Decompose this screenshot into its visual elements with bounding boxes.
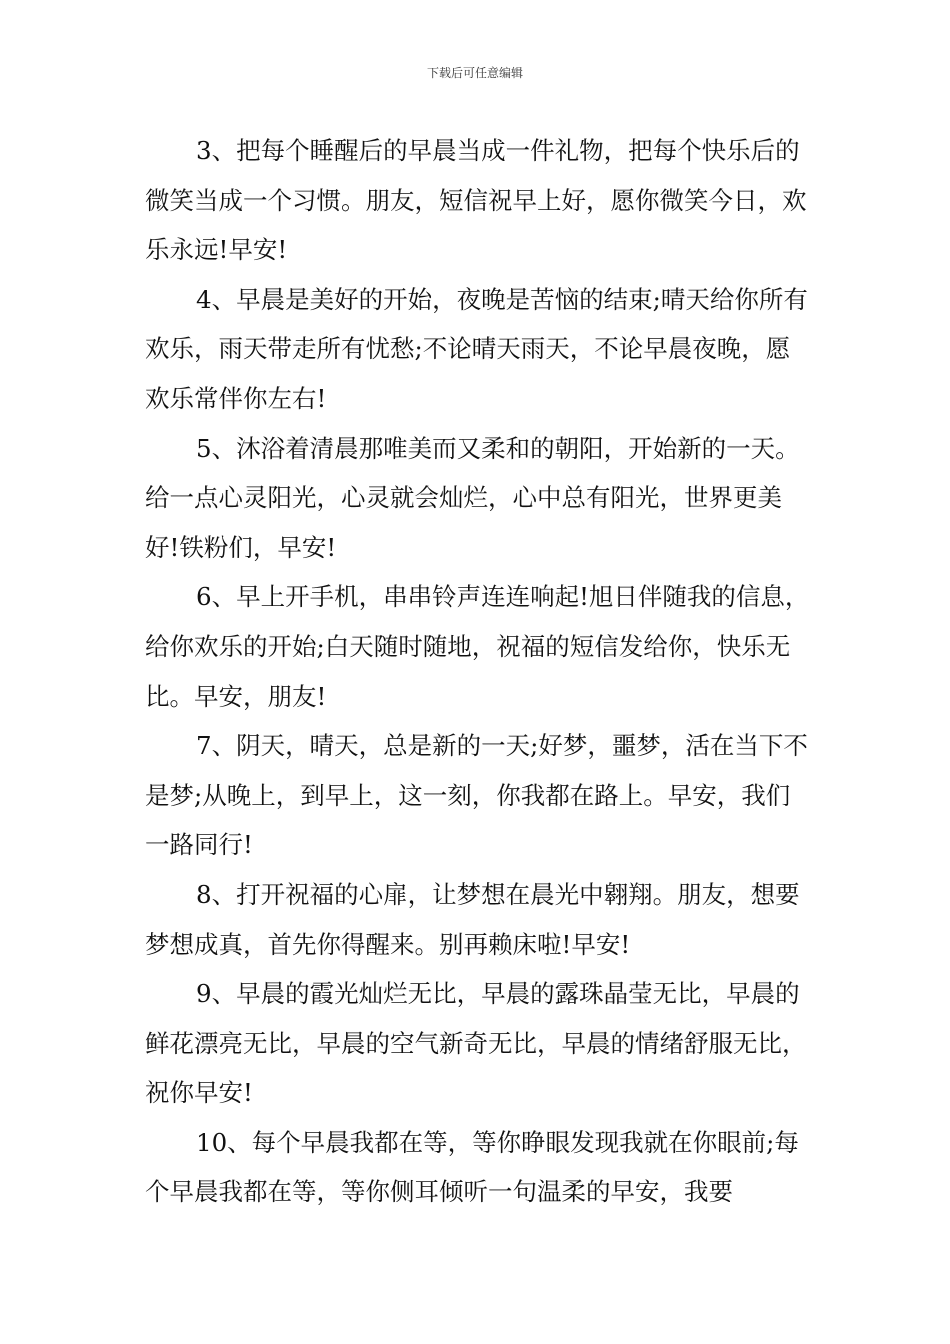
paragraph-10: 10、每个早晨我都在等，等你睁眼发现我就在你眼前;每个早晨我都在等，等你侧耳倾听一句温柔的早安，我要 — [145, 1127, 799, 1207]
paragraph-6: 6、早上开手机，串串铃声连连响起!旭日伴随我的信息，给你欢乐的开始;白天随时随地，祝福的短信发给你，快乐无比。早安，朋友! — [145, 582, 810, 711]
paragraph-4: 4、早晨是美好的开始，夜晚是苦恼的结束;晴天给你所有欢乐，雨天带走所有忧愁;不论晴天雨天，不论早晨夜晚，愿欢乐常伴你左右! — [145, 284, 808, 413]
paragraph-3: 3、把每个睡醒后的早晨当成一件礼物，把每个快乐后的微笑当成一个习惯。朋友，短信祝早上好，愿你微笑今日，欢乐永远!早安! — [145, 136, 807, 265]
paragraph-9: 9、早晨的霞光灿烂无比，早晨的露珠晶莹无比，早晨的鲜花漂亮无比，早晨的空气新奇无比，早晨的情绪舒服无比，祝你早安! — [145, 979, 807, 1108]
document-body — [145, 126, 810, 1217]
paragraph-5: 5、沐浴着清晨那唯美而又柔和的朝阳，开始新的一天。给一点心灵阳光，心灵就会灿烂，心中总有阳光，世界更美好!铁粉们，早安! — [145, 433, 800, 562]
page-header-note: 下载后可任意编辑 — [426, 66, 523, 80]
paragraph-7: 7、阴天，晴天，总是新的一天;好梦，噩梦，活在当下不是梦;从晚上，到早上，这一刻，你我都在路上。早安，我们一路同行! — [145, 731, 808, 860]
paragraph-8: 8、打开祝福的心扉，让梦想在晨光中翱翔。朋友，想要梦想成真，首先你得醒来。别再赖床啦!早安! — [145, 879, 800, 959]
